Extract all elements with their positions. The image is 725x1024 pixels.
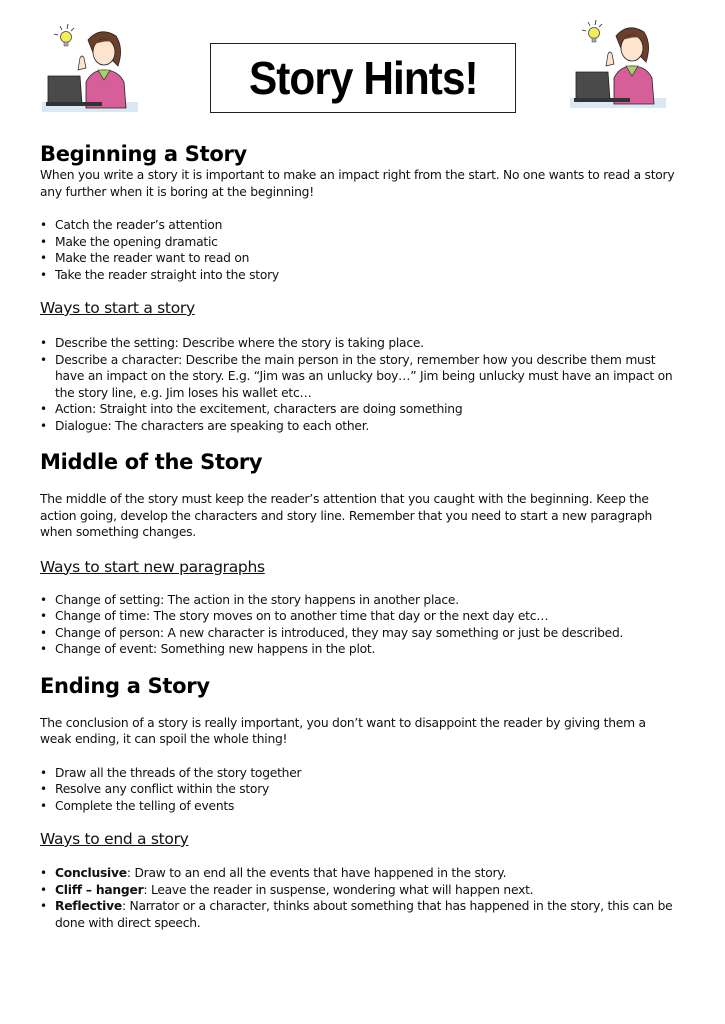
ways-list [40,865,680,931]
title-box [210,43,516,113]
ways-list [40,592,680,658]
list-item: • Catch the reader’s attention [40,217,680,234]
list-item: • Make the reader want to read on [40,250,680,267]
list-item: • Change of setting: The action in the story happens in another place. [40,592,680,609]
key-points-list [40,217,680,283]
subsection-heading: Ways to start new paragraphs [40,557,265,576]
key-points-list [40,765,680,815]
woman-laptop-illustration-left [40,20,140,115]
section-ending [40,674,680,932]
list-item: • Describe the setting: Describe where the story is taking place. [40,335,680,352]
list-item: • Change of time: The story moves on to another time that day or the next day etc… [40,608,680,625]
item-text: : Leave the reader in suspense, wondering what will happen next. [143,882,534,897]
item-text: : Narrator or a character, thinks about something that has happened in the story, this can be done with direct speech. [55,899,673,930]
section-intro: The middle of the story must keep the reader’s attention that you caught with the beginning. Keep the action going, develop the characters and story line. Remember that you need to start a new paragraph when something changes. [40,492,653,539]
item-text: : Draw to an end all the events that have happened in the story. [126,866,507,880]
woman-laptop-icon [568,16,668,111]
item-label: Cliff – hanger [55,882,144,897]
woman-laptop-illustration-right [568,16,668,111]
document-body [40,142,680,931]
section-heading: Beginning a Story [40,142,247,166]
section-heading: Middle of the Story [40,450,263,474]
list-item [40,882,680,899]
list-item: • Action: Straight into the excitement, characters are doing something [40,401,680,418]
list-item [40,898,680,931]
list-item: • Draw all the threads of the story together [40,765,680,782]
item-label: Conclusive [55,866,127,880]
section-heading: Ending a Story [40,673,210,698]
list-item: • Change of event: Something new happens in the plot. [40,641,680,658]
list-item: • Change of person: A new character is introduced, they may say something or just be described. [40,625,680,642]
list-item: • Resolve any conflict within the story [40,781,680,798]
item-label: Reflective [55,899,122,913]
section-middle [40,450,680,658]
subsection-heading: Ways to start a story [40,299,195,317]
list-item: • Take the reader straight into the story [40,267,680,284]
section-intro: The conclusion of a story is really important, you don’t want to disappoint the reader by giving them a weak ending, it can spoil the whole thing! [40,715,646,746]
page-title: Story Hints! [248,52,478,104]
list-item: • Describe a character: Describe the main person in the story, remember how you describe them must have an impact on the story. E.g. “Jim was an unlucky boy…” Jim being unlucky must have an impact on the story line, e.g. Jim loses his wallet etc… [40,352,680,402]
list-item: • Make the opening dramatic [40,234,680,251]
subsection-heading: Ways to end a story [40,830,189,848]
ways-list [40,335,680,434]
section-intro: When you write a story it is important to make an impact right from the start. No one wants to read a story any further when it is boring at the beginning! [40,168,675,199]
list-item: • Complete the telling of events [40,798,680,815]
section-beginning [40,142,680,434]
list-item: • Dialogue: The characters are speaking to each other. [40,418,680,435]
woman-laptop-icon [40,20,140,115]
list-item [40,865,680,882]
